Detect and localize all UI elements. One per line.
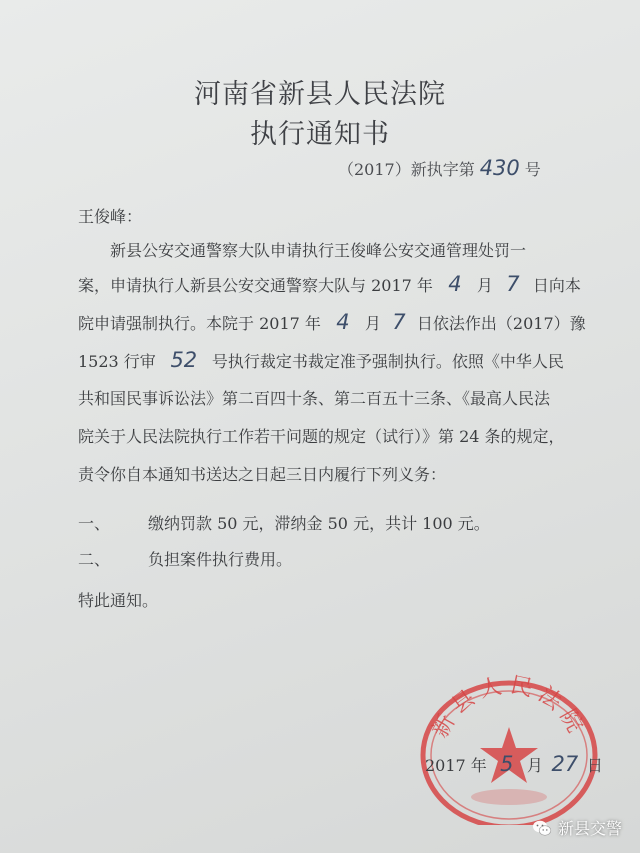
body-line-3-text-a: 院申请强制执行。本院于 2017 年 <box>78 314 321 333</box>
ruling-day-handwritten: 7 <box>392 310 406 334</box>
date-month-label: 月 <box>526 756 543 775</box>
body-line-2-text-c: 日向本 <box>532 276 581 295</box>
body-line-4 <box>78 348 564 372</box>
date-day-handwritten: 27 <box>551 752 579 776</box>
obligation-2-text: 负担案件执行费用。 <box>148 550 293 569</box>
body-line-7: 责令你自本通知书送达之日起三日内履行下列义务： <box>78 465 447 484</box>
date-month-handwritten: 5 <box>500 752 514 776</box>
body-line-2-text-a: 案，申请执行人新县公安交通警察大队与 2017 年 <box>78 276 433 295</box>
body-line-4-text-a: 1523 行审 <box>78 352 156 371</box>
application-month-handwritten: 4 <box>448 272 462 296</box>
ruling-month-handwritten: 4 <box>336 310 350 334</box>
body-line-1: 新县公安交通警察大队申请执行王俊峰公安交通管理处罚一 <box>110 241 527 260</box>
body-line-5: 共和国民事诉讼法》第二百四十条、第二百五十三条、《最高人民法 <box>78 389 551 408</box>
closing-text: 特此通知。 <box>78 591 159 610</box>
account-watermark <box>532 816 622 839</box>
body-line-3 <box>78 310 586 334</box>
body-line-4-text-b: 号执行裁定书裁定准予强制执行。依照《中华人民 <box>211 352 564 371</box>
svg-text:新县人民法院: 新县人民法院 <box>427 672 591 743</box>
wechat-icon <box>532 818 552 838</box>
document-number <box>338 156 541 180</box>
obligation-1-index: 一、 <box>78 514 111 533</box>
body-line-2-month-label: 月 <box>476 276 493 295</box>
doc-number-prefix: （2017）新执字第 <box>338 160 475 179</box>
body-line-3-text-c: 日依法作出（2017）豫 <box>416 314 586 333</box>
document-title: 执行通知书 <box>250 119 390 150</box>
obligation-2 <box>78 547 292 570</box>
doc-number-handwritten: 430 <box>479 156 520 180</box>
date-day-label: 日 <box>586 756 603 775</box>
body-line-2 <box>78 272 581 296</box>
body-line-6: 院关于人民法院执行工作若干问题的规定（试行）》第 24 条的规定， <box>78 427 565 446</box>
doc-number-suffix: 号 <box>524 160 541 179</box>
body-line-3-month-label: 月 <box>364 314 381 333</box>
obligation-2-index: 二、 <box>78 550 111 569</box>
court-seal-stamp <box>405 655 613 825</box>
ruling-number-handwritten: 52 <box>170 348 198 372</box>
watermark-label: 新县交警 <box>557 819 622 838</box>
issue-date <box>425 752 603 776</box>
obligation-1 <box>78 511 490 534</box>
obligation-1-text: 缴纳罚款 50 元，滞纳金 50 元，共计 100 元。 <box>148 514 490 533</box>
court-name: 河南省新县人民法院 <box>194 79 446 110</box>
date-year: 2017 年 <box>425 756 487 775</box>
application-day-handwritten: 7 <box>506 272 520 296</box>
addressee: 王俊峰： <box>78 207 143 226</box>
